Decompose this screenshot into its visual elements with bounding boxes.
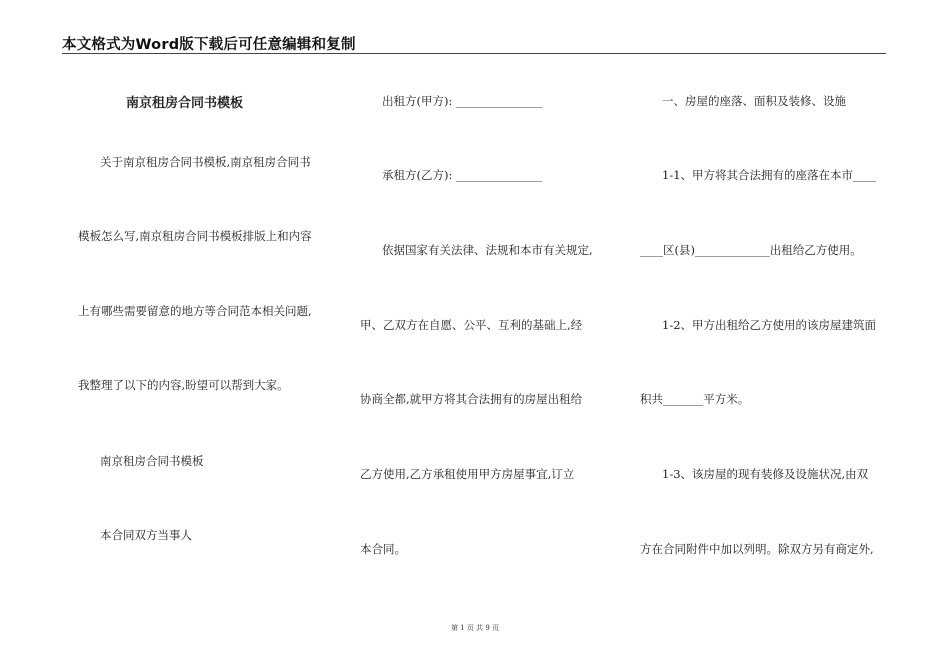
paragraph-line: 关于南京租房合同书模板,南京租房合同书 [100,155,311,169]
paragraph-line: 1-2、甲方出租给乙方使用的该房屋建筑面 [662,318,877,332]
paragraph-line: 模板怎么写,南京租房合同书模板排版上和内容 [78,229,312,243]
section-heading: 南京租房合同书模板 [100,454,204,468]
document-title: 南京租房合同书模板 [126,96,244,111]
paragraph-line: 依据国家有关法律、法规和本市有关规定, [382,243,593,257]
lessee-field: 承租方(乙方): _______________ [382,168,543,182]
paragraph-line: 本合同。 [360,542,406,556]
lessor-field: 出租方(甲方): _______________ [382,94,543,108]
header-divider [62,53,886,54]
paragraph-line: 方在合同附件中加以列明。除双方另有商定外, [640,542,874,556]
section-heading: 一、房屋的座落、面积及装修、设施 [662,94,846,108]
paragraph-line: 协商全都,就甲方将其合法拥有的房屋出租给 [360,392,583,406]
paragraph-line: 1-3、该房屋的现有装修及设施状况,由双 [662,467,869,481]
paragraph-line: 本合同双方当事人 [100,528,192,542]
paragraph-line: 乙方使用,乙方承租使用甲方房屋事宜,订立 [360,467,575,481]
paragraph-line: ____区(县)_____________出租给乙方使用。 [640,243,862,257]
paragraph-line: 上有哪些需要留意的地方等合同范本相关问题, [78,304,312,318]
page-number: 第 1 页 共 9 页 [450,624,500,632]
paragraph-line: 我整理了以下的内容,盼望可以帮到大家。 [78,378,289,392]
document-header: 本文格式为Word版下载后可任意编辑和复制 [62,37,356,53]
paragraph-line: 甲、乙双方在自愿、公平、互利的基础上,经 [360,318,583,332]
paragraph-line: 1-1、甲方将其合法拥有的座落在本市____ [662,168,877,182]
paragraph-line: 积共_______平方米。 [640,392,750,406]
